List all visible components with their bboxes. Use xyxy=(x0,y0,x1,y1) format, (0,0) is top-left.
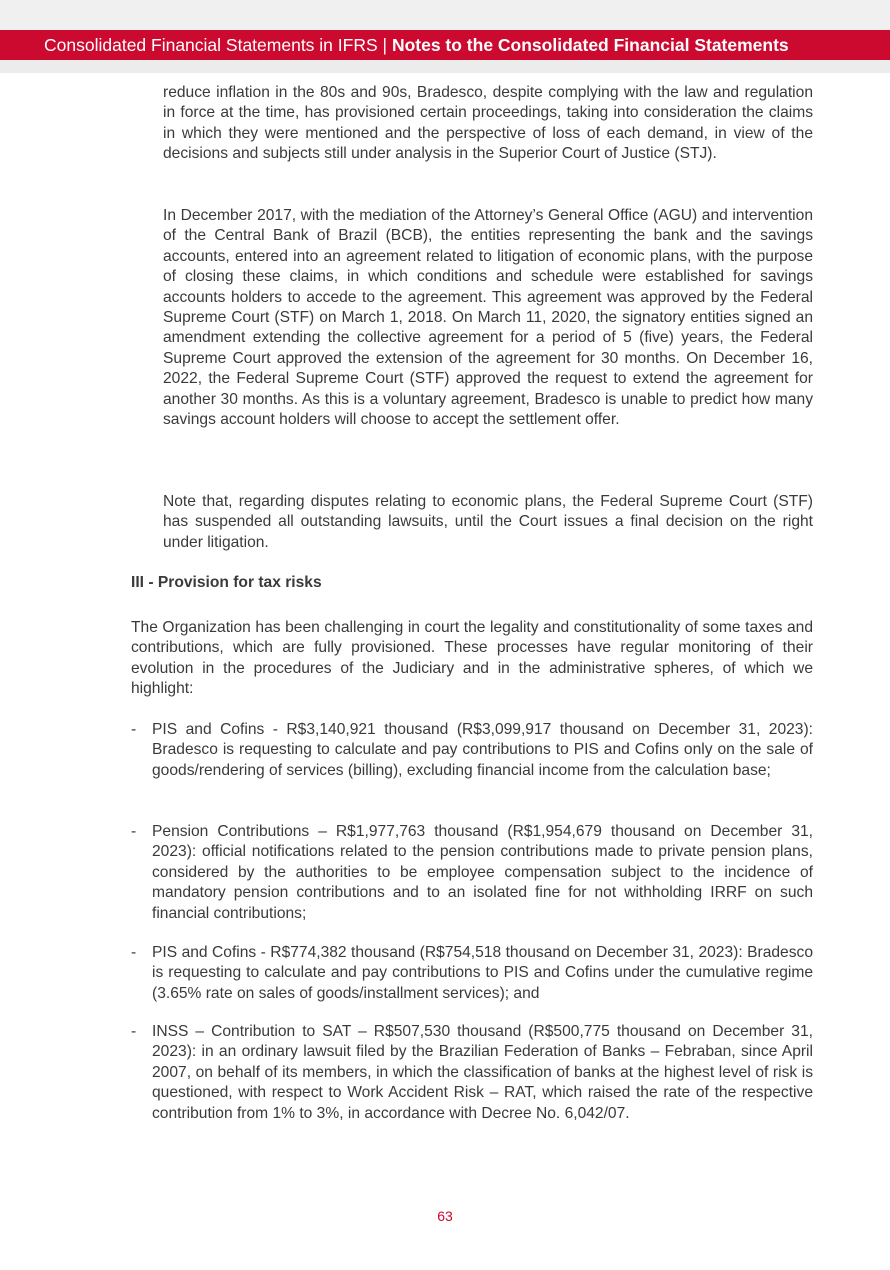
section-heading: III - Provision for tax risks xyxy=(131,574,322,591)
paragraph-inflation: reduce inflation in the 80s and 90s, Bradesco, despite complying with the law and regulation in force at the time, has provisioned certain proceedings, taking into consideration the claims in which they were mentioned and the perspective of loss of each demand, in view of the decisions and subjects still under analysis in the Superior Court of Justice (STJ). xyxy=(163,84,813,163)
bullet-dash: - xyxy=(131,944,137,961)
header-separator: | xyxy=(382,35,388,55)
doc-title: Consolidated Financial Statements in IFRS xyxy=(44,35,378,55)
top-strip xyxy=(0,0,890,30)
bullet-text: INSS – Contribution to SAT – R$507,530 thousand (R$500,775 thousand on December 31, 2023): in an ordinary lawsuit filed by the Brazilian Federation of Banks – Febraban, since April 2007, on behalf of its members, in which the classification of banks at the highest level of risk is questioned, with respect to Work Accident Risk – RAT, which raised the rate of the respective contribution from 1% to 3%, in accordance with Decree No. 6,042/07. xyxy=(152,1023,813,1122)
bullet-text: PIS and Cofins - R$3,140,921 thousand (R$3,099,917 thousand on December 31, 2023): Bradesco is requesting to calculate and pay contributions to PIS and Cofins only on the sale of goods/rendering of services (billing), excluding financial income from the calculation base; xyxy=(152,721,813,779)
section-intro: The Organization has been challenging in court the legality and constitutionality of some taxes and contributions, which are fully provisioned. These processes have regular monitoring of their evolution in the procedures of the Judiciary and in the administrative spheres, of which we highlight: xyxy=(131,619,813,698)
bullet-text: PIS and Cofins - R$774,382 thousand (R$754,518 thousand on December 31, 2023): Bradesco is requesting to calculate and pay contributions to PIS and Cofins under the cumulative regime (3.65% rate on sales of goods/installment services); and xyxy=(152,944,813,1002)
paragraph-agreement: In December 2017, with the mediation of the Attorney’s General Office (AGU) and intervention of the Central Bank of Brazil (BCB), the entities representing the bank and the savings accounts, entered into an agreement related to litigation of economic plans, with the purpose of closing these claims, in which conditions and schedule were established for savings accounts holders to accede to the agreement. This agreement was approved by the Federal Supreme Court (STF) on March 1, 2018. On March 11, 2020, the signatory entities signed an amendment extending the collective agreement for a period of 5 (five) years, the Federal Supreme Court approved the extension of the agreement for 30 months. On December 16, 2022, the Federal Supreme Court (STF) approved the request to extend the agreement for another 30 months. As this is a voluntary agreement, Bradesco is unable to predict how many savings account holders will choose to accept the settlement offer. xyxy=(163,207,813,429)
sub-strip xyxy=(0,60,890,73)
section-title: Notes to the Consolidated Financial Statements xyxy=(391,35,789,55)
bullet-dash: - xyxy=(131,823,137,840)
paragraph-stf-note: Note that, regarding disputes relating to economic plans, the Federal Supreme Court (STF) has suspended all outstanding lawsuits, until the Court issues a final decision on the right under litigation. xyxy=(163,493,813,551)
page-number: 63 xyxy=(437,1208,453,1224)
header-bar xyxy=(0,30,890,60)
bullet-dash: - xyxy=(131,1023,137,1040)
bullet-text: Pension Contributions – R$1,977,763 thousand (R$1,954,679 thousand on December 31, 2023): official notifications related to the pension contributions made to private pension plans, considered by the authorities to be employee compensation subject to the incidence of mandatory pension contributions and to an isolated fine for not withholding IRRF on such financial contributions; xyxy=(152,823,813,922)
bullet-dash: - xyxy=(131,721,137,738)
header-title xyxy=(44,30,789,60)
